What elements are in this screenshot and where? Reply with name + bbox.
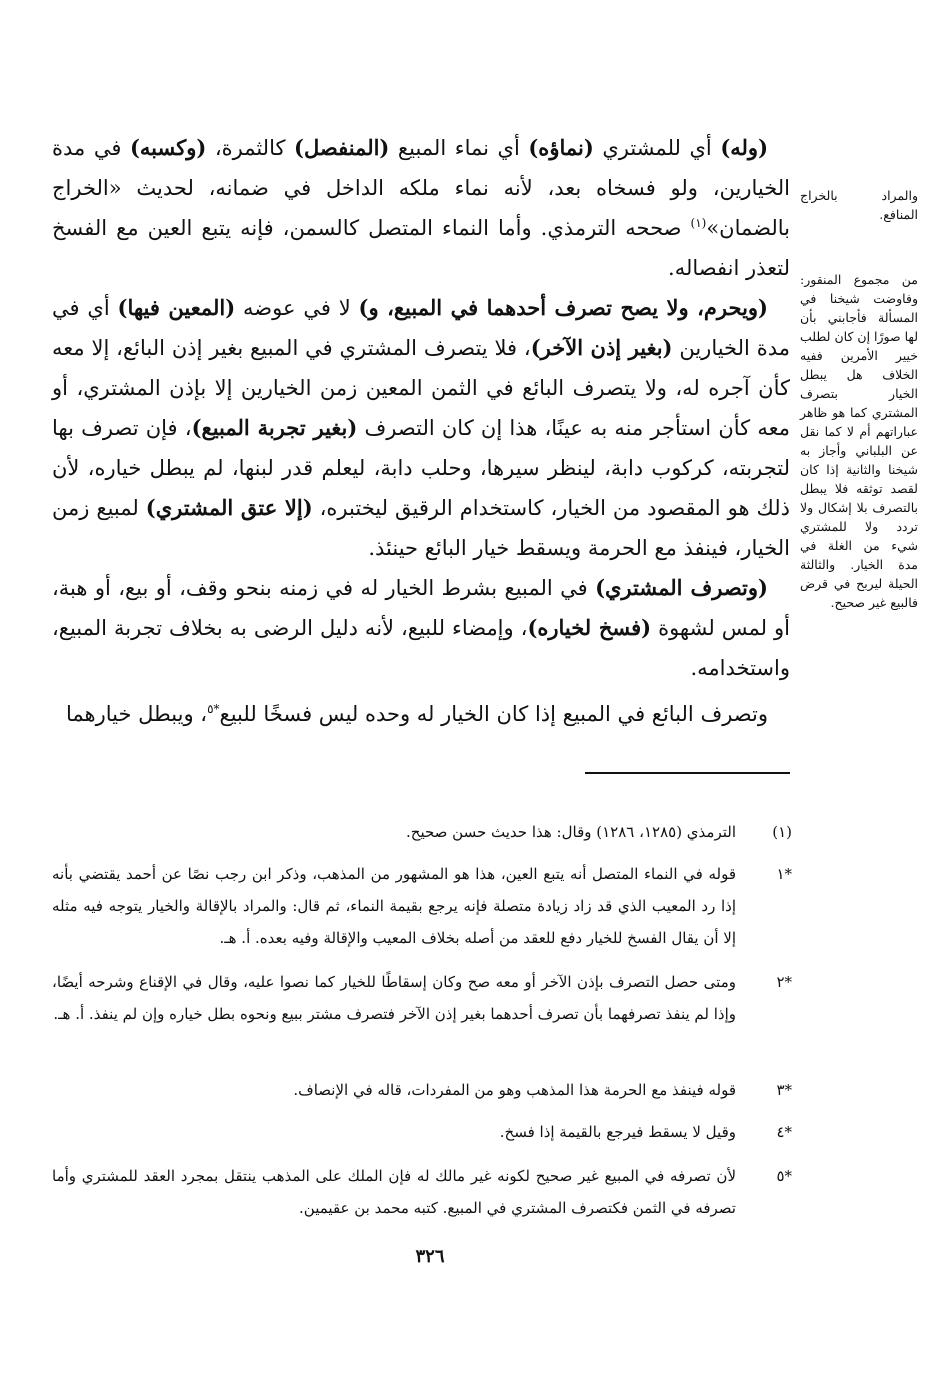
matn-text: (بغير تجربة المبيع) [191,415,358,440]
footnote-number: *٥ [776,1167,792,1185]
sharh-text: لمبيع زمن الخيار، فينفذ مع الحرمة ويسقط خيار البائع حينئذ. [52,496,790,560]
matn-text: (وكسبه) [129,135,207,160]
footnote-ref: *٥ [207,702,220,716]
footnote-number: *٤ [776,1123,792,1141]
sharh-text: لا في عوضه [235,296,359,320]
paragraph-3 [52,568,790,688]
footnote-text: لأن تصرفه في المبيع غير صحيح لكونه غير مالك له فإن الملك على المذهب ينتقل بمجرد العقد للمشتري وأما تصرفه في الثمن فكتصرف المشتري في المبيع. كتبه محمد بن عقيمين. [52,1167,736,1217]
paragraph-2 [52,288,790,568]
footnote-number: (١) [772,823,792,841]
sharh-text: ، ويبطل خيارهما [66,702,208,726]
sharh-text: أي للمشتري [593,136,721,160]
main-text [52,128,790,734]
sharh-text: أي نماء المبيع [389,136,529,160]
footnote [52,1116,792,1148]
sharh-text: في المبيع بشرط الخيار له في زمنه بنحو وقف، أو بيع، أو هبة، أو لمس لشهوة [52,576,790,640]
footnote-text: وقيل لا يسقط فيرجع بالقيمة إذا فسخ. [499,1123,736,1141]
footnote [52,816,792,848]
sharh-text: وتصرف البائع في المبيع إذا كان الخيار له وحده ليس فسخًا للبيع [219,702,768,726]
footnote-number: *١ [776,865,792,883]
paragraph-4 [52,694,790,734]
footnote-number: *٢ [776,973,792,991]
sharh-text: ، فإن تصرف بها لتجربته، كركوب دابة، لينظر سيرها، وحلب دابة، ليعلم قدر لبنها، لم يبطل خياره، لأن ذلك هو المقصود من الخيار، كاستخدام الرقيق ليختبره، [52,416,790,520]
matn-text: (ويحرم، ولا يصح تصرف أحدهما في المبيع، و) [358,295,768,320]
footnote [52,966,792,1030]
footnote [52,1074,792,1106]
sharh-text: في مدة الخيارين، ولو فسخاه بعد، لأنه نماء ملكه الداخل في ضمانه، لحديث «الخراج بالضمان» [52,136,790,240]
sharh-text: كالثمرة، [206,136,295,160]
footnote-text: ومتى حصل التصرف بإذن الآخر أو معه صح وكان إسقاطًا للخيار كما نصوا عليه، وقال في الإقناع وشرحه أيضًا، وإذا لم ينفذ تصرفهما بأن تصرف أحدهما بغير إذن الآخر فتصرف مشتر ببيع ونحوه بطل خياره وإن لم ينفذ. أ. هـ. [52,973,736,1023]
matn-text: (بغير إذن الآخر) [530,335,673,360]
margin-note-1: والمراد بالخراج المنافع. [800,188,918,222]
sharh-text: صححه الترمذي. وأما النماء المتصل كالسمن، فإنه يتبع العين مع الفسخ لتعذر انفصاله. [52,216,790,280]
footnote [52,858,792,954]
sharh-text: أي في مدة الخيارين [52,296,790,360]
sharh-text: ، فلا يتصرف المشتري في المبيع بغير إذن البائع، إلا معه كأن آجره له، ولا يتصرف البائع في الثمن المعين زمن الخيارين إلا بإذن المشتري، أو معه كأن استأجر منه به عينًا، هذا إن كان التصرف [52,336,790,440]
matn-text: (إلا عتق المشتري) [145,495,313,520]
footnote [52,1160,792,1224]
margin-note-2: من مجموع المنقور: وفاوضت شيخنا في المسألة فأجابني بأن لها صورًا إن كان لطلب خيير الأمرين ففيه الخلاف هل يبطل الخيار بتصرف المشتري كما هو ظاهر عباراتهم أم لا كما نقل عن البلباني وأجاز به شيخنا والثانية إذا كان لقصد توثقه فلا يبطل بالتصرف بلا إشكال ولا تردد ولا للمشتري شيء من الغلة في مدة الخيار. والثالثة الحيلة ليربح في قرض فالبيع غير صحيح. [800,272,918,610]
footnote-text: قوله في النماء المتصل أنه يتبع العين، هذا هو المشهور من المذهب، وذكر ابن رجب نصًا عن أحمد يقتضي بأنه إذا رد المعيب الذي قد زاد زيادة متصلة فإنه يرجع بقيمة النماء، ثم قال: والمراد بالإقالة والخيار يتوجه فيه مثله إلا أن يقال الفسخ للخيار دفع للعقد من أصله بخلاف المعيب والإقالة وفيه بعده. أ. هـ. [52,865,736,947]
page-number: ٣٢٦ [415,1246,445,1267]
footnote-separator [585,772,790,774]
matn-text: (نماؤه) [528,135,594,160]
paragraph-1 [52,128,790,288]
matn-text: (وتصرف المشتري) [595,575,768,600]
sharh-text: ، وإمضاء للبيع، لأنه دليل الرضى به بخلاف تجربة المبيع، واستخدامه. [52,616,790,680]
matn-text: (المعين فيها) [117,295,236,320]
matn-text: (وله) [720,135,768,160]
footnote-text: قوله فينفذ مع الحرمة هذا المذهب وهو من المفردات، قاله في الإنصاف. [293,1081,736,1099]
footnote-number: *٣ [776,1081,792,1099]
matn-text: (المنفصل) [294,135,390,160]
footnote-text: الترمذي (١٢٨٥، ١٢٨٦) وقال: هذا حديث حسن صحيح. [406,823,736,841]
footnote-ref: (١) [690,216,707,230]
matn-text: (فسخ لخياره) [527,615,652,640]
